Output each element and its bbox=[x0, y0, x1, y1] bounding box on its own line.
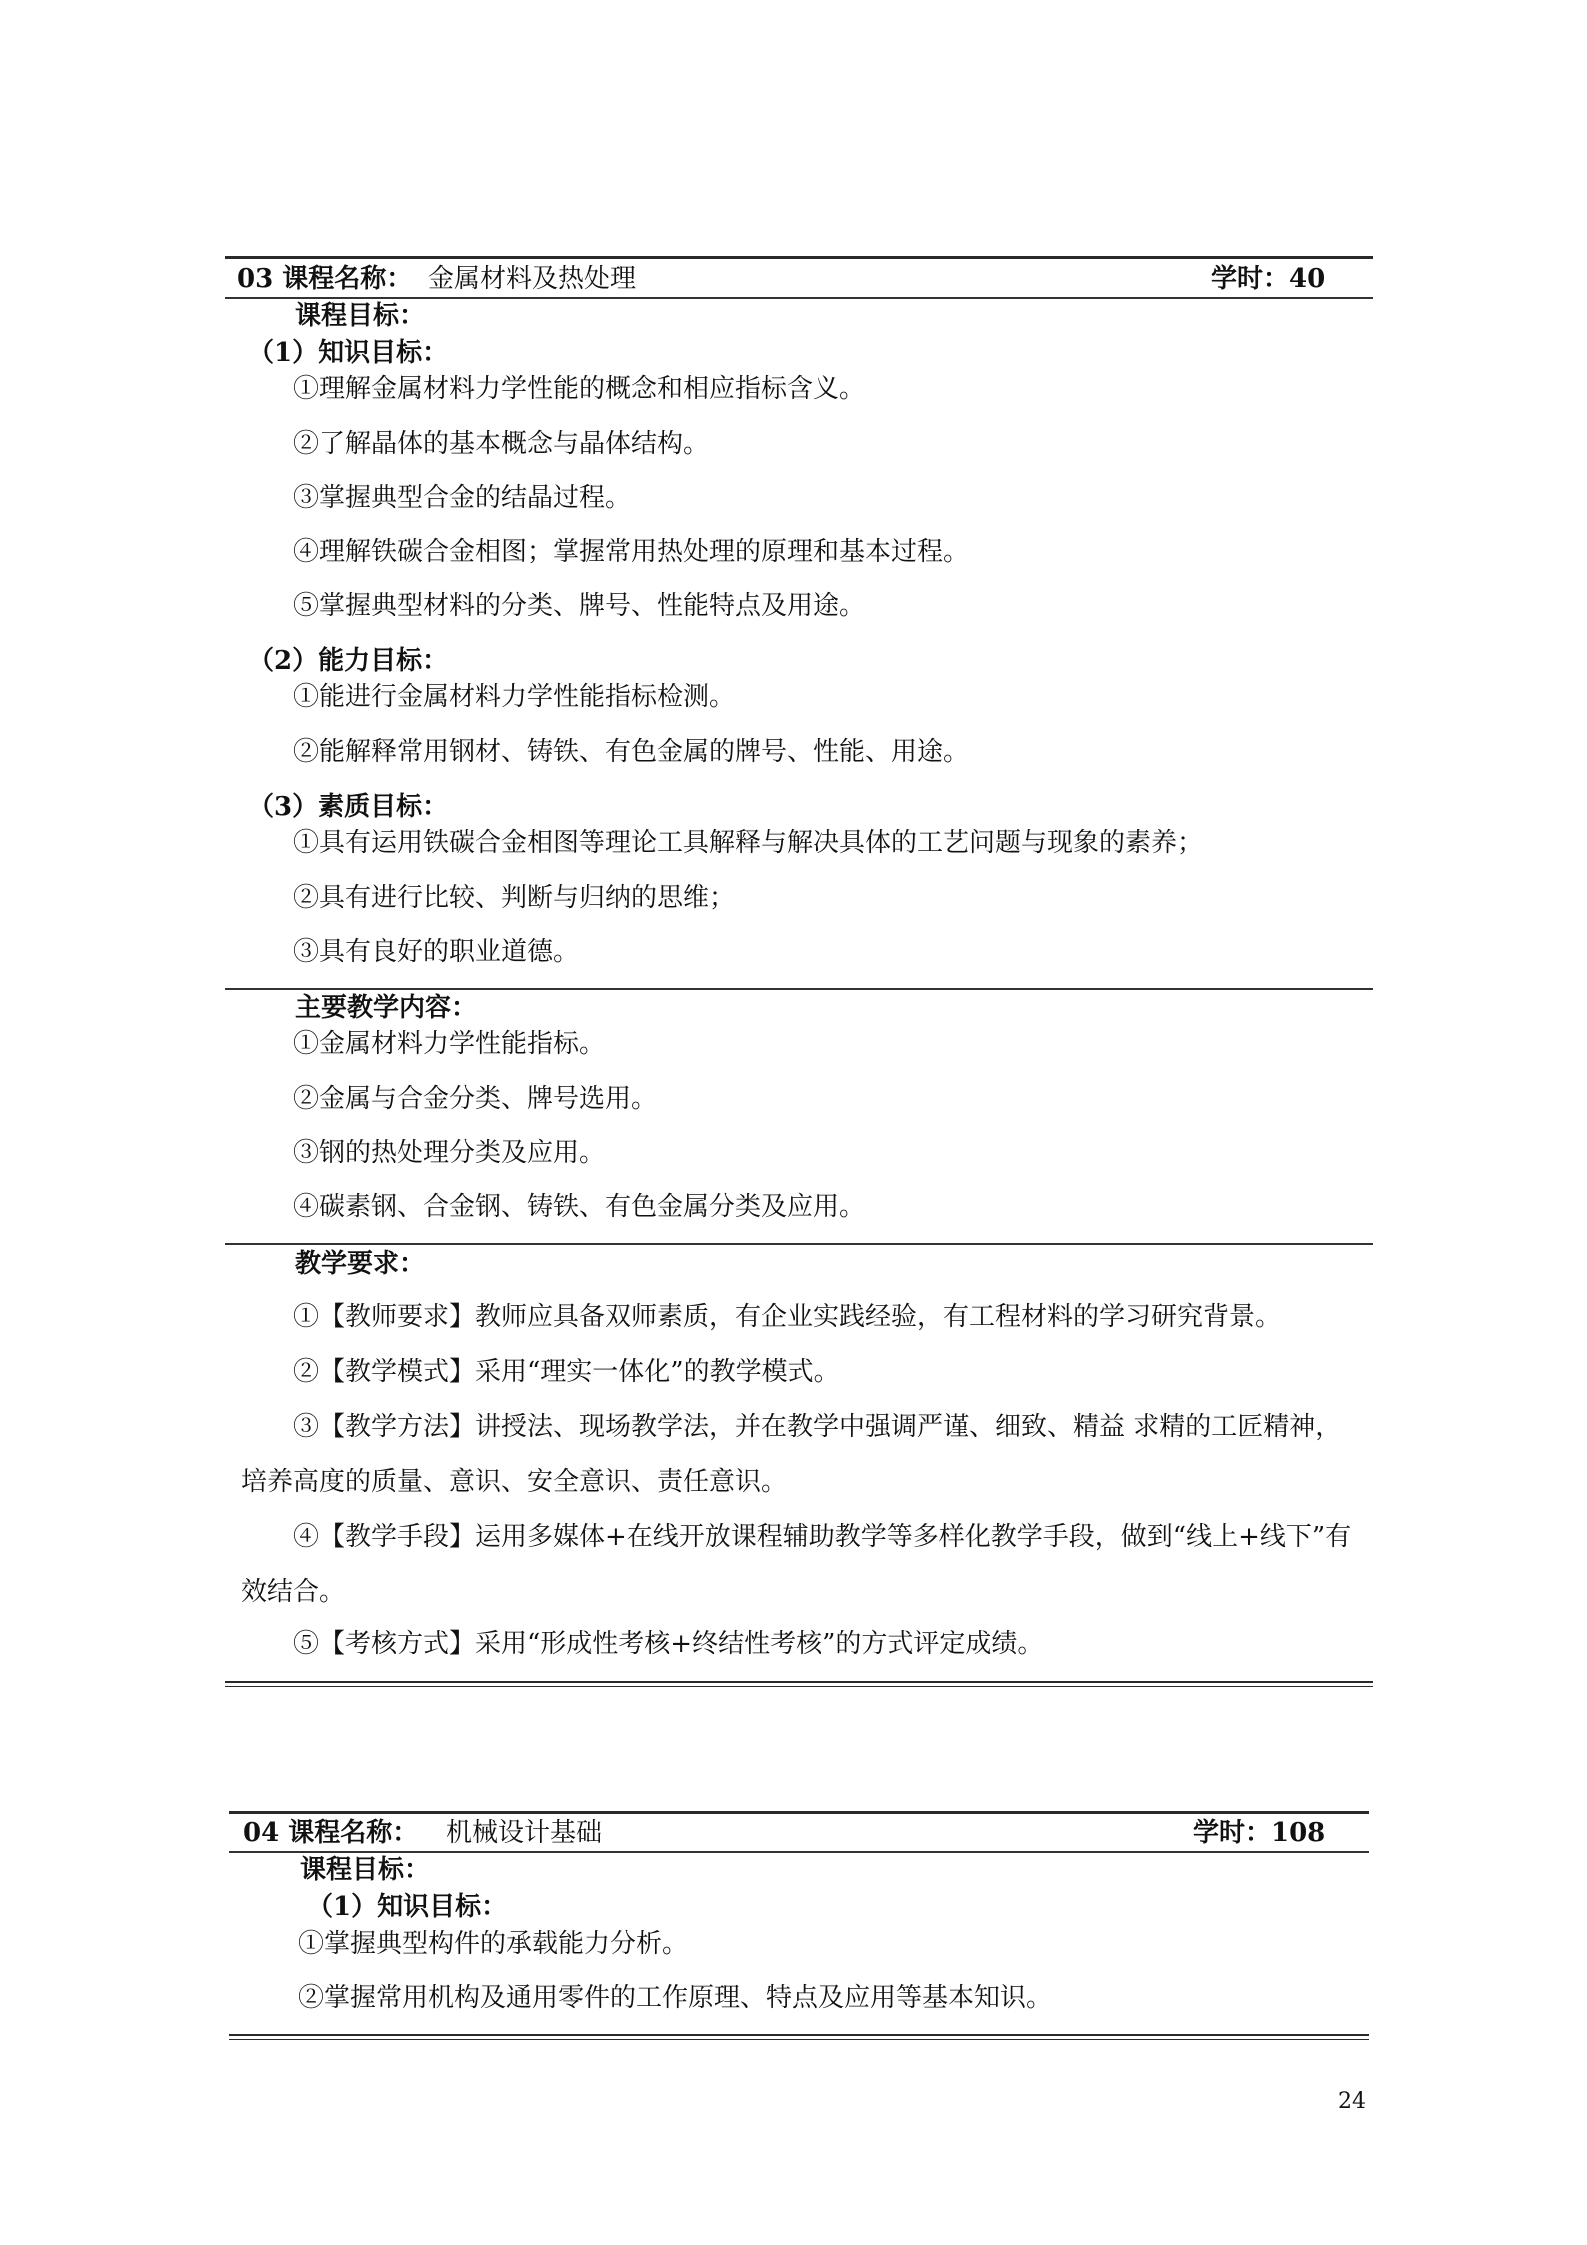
course3-quality-item: ③具有良好的职业道德。 bbox=[293, 937, 580, 967]
course4-name-label: 04 课程名称： bbox=[243, 1818, 419, 1848]
course4-goals-heading: 课程目标： bbox=[300, 1855, 431, 1885]
course3-hours: 学时：40 bbox=[1211, 264, 1326, 294]
course3-req-item: ①【教师要求】教师应具备双师素质，有企业实践经验，有工程材料的学习研究背景。 bbox=[293, 1302, 1282, 1332]
course3-ability-heading: （2）能力目标： bbox=[248, 646, 449, 676]
course3-knowledge-item: ④理解铁碳合金相图；掌握常用热处理的原理和基本过程。 bbox=[293, 537, 970, 567]
course3-goals-heading: 课程目标： bbox=[295, 301, 426, 331]
course4-top-rule bbox=[229, 1811, 1369, 1814]
course3-bottom-rule bbox=[225, 1681, 1373, 1687]
course3-knowledge-item: ①理解金属材料力学性能的概念和相应指标含义。 bbox=[293, 374, 866, 404]
course3-content-item: ④碳素钢、合金钢、铸铁、有色金属分类及应用。 bbox=[293, 1192, 866, 1222]
course3-knowledge-heading: （1）知识目标： bbox=[248, 338, 449, 368]
course3-goals-rule bbox=[225, 988, 1373, 990]
course3-req-item: ⑤【考核方式】采用“形成性考核+终结性考核”的方式评定成绩。 bbox=[293, 1629, 1044, 1659]
course3-content-item: ②金属与合金分类、牌号选用。 bbox=[293, 1084, 658, 1114]
course3-req-heading: 教学要求： bbox=[295, 1249, 426, 1279]
course3-content-item: ③钢的热处理分类及应用。 bbox=[293, 1138, 606, 1168]
course3-content-heading: 主要教学内容： bbox=[295, 993, 478, 1023]
course3-knowledge-item: ②了解晶体的基本概念与晶体结构。 bbox=[293, 429, 710, 459]
course4-hours: 学时：108 bbox=[1193, 1818, 1326, 1848]
course4-knowledge-item: ②掌握常用机构及通用零件的工作原理、特点及应用等基本知识。 bbox=[298, 1983, 1053, 2013]
course3-quality-heading: （3）素质目标： bbox=[248, 792, 449, 822]
course3-req-item: ③【教学方法】讲授法、现场教学法，并在教学中强调严谨、细致、精益 求精的工匠精神，培养高度的质量、意识、安全意识、责任意识。 bbox=[241, 1412, 1342, 1497]
course4-knowledge-item: ①掌握典型构件的承载能力分析。 bbox=[298, 1929, 689, 1959]
course3-req-item: ②【教学模式】采用“理实一体化”的教学模式。 bbox=[293, 1357, 840, 1387]
course3-ability-item: ①能进行金属材料力学性能指标检测。 bbox=[293, 682, 736, 712]
course3-content-item: ①金属材料力学性能指标。 bbox=[293, 1029, 606, 1059]
course3-ability-item: ②能解释常用钢材、铸铁、有色金属的牌号、性能、用途。 bbox=[293, 737, 970, 767]
course3-knowledge-item: ③掌握典型合金的结晶过程。 bbox=[293, 483, 632, 513]
course3-top-rule bbox=[225, 256, 1373, 259]
course3-quality-item: ①具有运用铁碳合金相图等理论工具解释与解决具体的工艺问题与现象的素养； bbox=[293, 828, 1204, 858]
course4-name: 机械设计基础 bbox=[446, 1818, 603, 1848]
course3-knowledge-item: ⑤掌握典型材料的分类、牌号、性能特点及用途。 bbox=[293, 591, 866, 621]
course3-content-rule bbox=[225, 1243, 1373, 1245]
course4-bottom-rule bbox=[229, 2034, 1369, 2040]
page-number: 24 bbox=[1338, 2089, 1366, 2114]
course3-quality-item: ②具有进行比较、判断与归纳的思维； bbox=[293, 883, 736, 913]
course3-name: 金属材料及热处理 bbox=[428, 264, 637, 294]
course3-req-item: ④【教学手段】运用多媒体+在线开放课程辅助教学等多样化教学手段，做到“线上+线下”有效结合。 bbox=[241, 1522, 1352, 1607]
course3-name-label: 03 课程名称： bbox=[237, 264, 413, 294]
course4-knowledge-heading: （1）知识目标： bbox=[307, 1892, 508, 1922]
